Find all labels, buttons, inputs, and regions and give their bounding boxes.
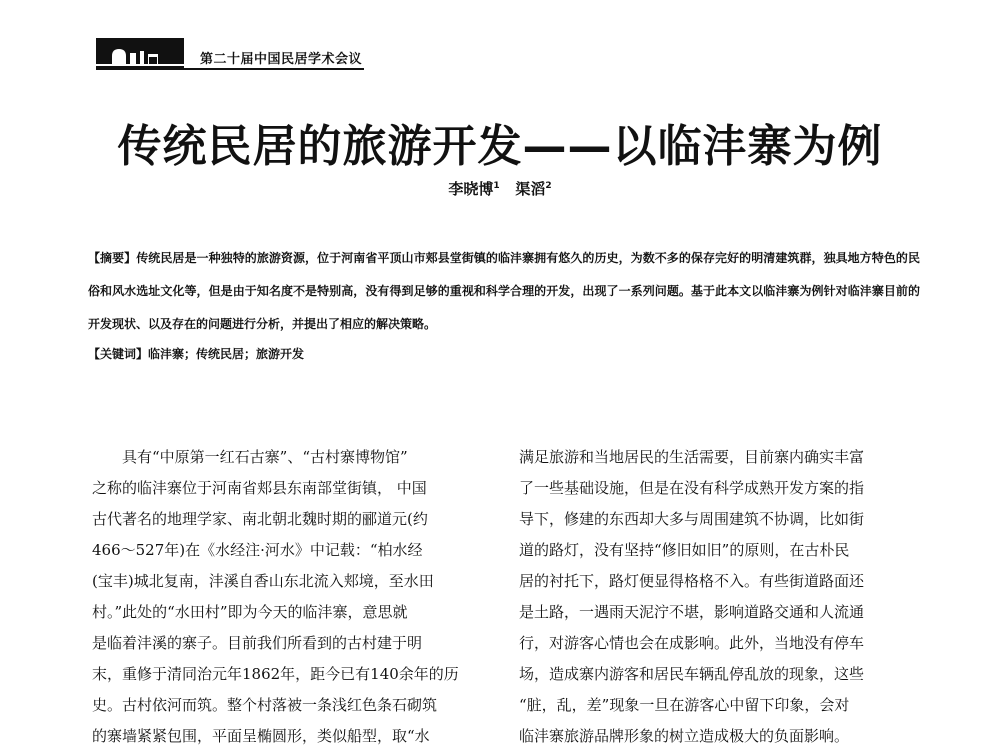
page-header [96,38,364,70]
header-logo [96,38,184,70]
body-line: 道的路灯，没有坚持“修旧如旧”的原则，在古朴民 [519,541,850,559]
body-line: 史。古村依河而筑。整个村落被一条浅红色条石砌筑 [92,696,438,714]
abstract [88,242,920,341]
author-affiliation-mark: 2 [545,181,552,191]
conference-name: 第二十届中国民居学术会议 [200,52,363,67]
body-line: “脏，乱，差”现象一旦在游客心中留下印象，会对 [519,696,850,714]
body-line: 居的衬托下，路灯便显得格格不入。有些街道路面还 [519,572,865,590]
house-roof-icon [96,38,184,70]
author-name: 渠滔 [515,180,546,198]
header-rule [184,68,364,70]
abstract-text: 传统民居是一种独特的旅游资源，位于河南省平顶山市郏县堂街镇的临沣寨拥有悠久的历史，为数不多的保存完好的明清建筑群，独具地方特色的民俗和风水选址文化等，但是由于知名度不是特别高，没有得到足够的重视和科学合理的开发，出现了一系列问题。基于此本文以临沣寨为例针对临沣寨目前的开发现状、以及存在的问题进行分析，并提出了相应的解决策略。 [88,251,920,331]
author-list [0,178,1000,199]
body-column-left [92,442,496,752]
keywords-label: 【关键词】 [88,347,149,361]
body-line: 是临着沣溪的寨子。目前我们所看到的古村建于明 [92,634,423,652]
author-name: 李晓博 [448,180,494,198]
body-line: 之称的临沣寨位于河南省郏县东南部堂街镇， 中国 [92,479,427,497]
body-line: 村。”此处的“水田村”即为今天的临沣寨，意思就 [92,603,408,621]
body-line: 临沣寨旅游品牌形象的树立造成极大的负面影响。 [519,727,850,745]
body-line: 导下，修建的东西却大多与周围建筑不协调，比如街 [519,510,865,528]
body-line: 的寨墙紧紧包围，平面呈椭圆形，类似船型，取“水 [92,727,430,745]
abstract-label: 【摘要】 [88,251,137,265]
body-line: 行，对游客心情也会在成影响。此外，当地没有停车 [519,634,865,652]
author-affiliation-mark: 1 [493,181,500,191]
body-line: 了一些基础设施，但是在没有科学成熟开发方案的指 [519,479,865,497]
body-line: 古代著名的地理学家、南北朝北魏时期的郦道元(约 [92,510,428,528]
body-line: (宝丰)城北复南，沣溪自香山东北流入郏境，至水田 [92,572,434,590]
body-line: 466～527年)在《水经注·河水》中记载：“柏水经 [92,541,423,559]
keywords-text: 临沣寨；传统民居；旅游开发 [148,347,305,361]
body-line: 是土路，一遇雨天泥泞不堪，影响道路交通和人流通 [519,603,865,621]
body-line: 末，重修于清同治元年1862年，距今已有140余年的历 [92,665,459,683]
body-line: 具有“中原第一红石古寨”、“古村寨博物馆” [122,448,408,466]
paper-title: 传统民居的旅游开发——以临沣寨为例 [117,121,883,172]
body-column-right [519,442,923,752]
body-line: 满足旅游和当地居民的生活需要，目前寨内确实丰富 [519,448,865,466]
body-line: 场，造成寨内游客和居民车辆乱停乱放的现象，这些 [519,665,865,683]
keywords [88,342,920,366]
